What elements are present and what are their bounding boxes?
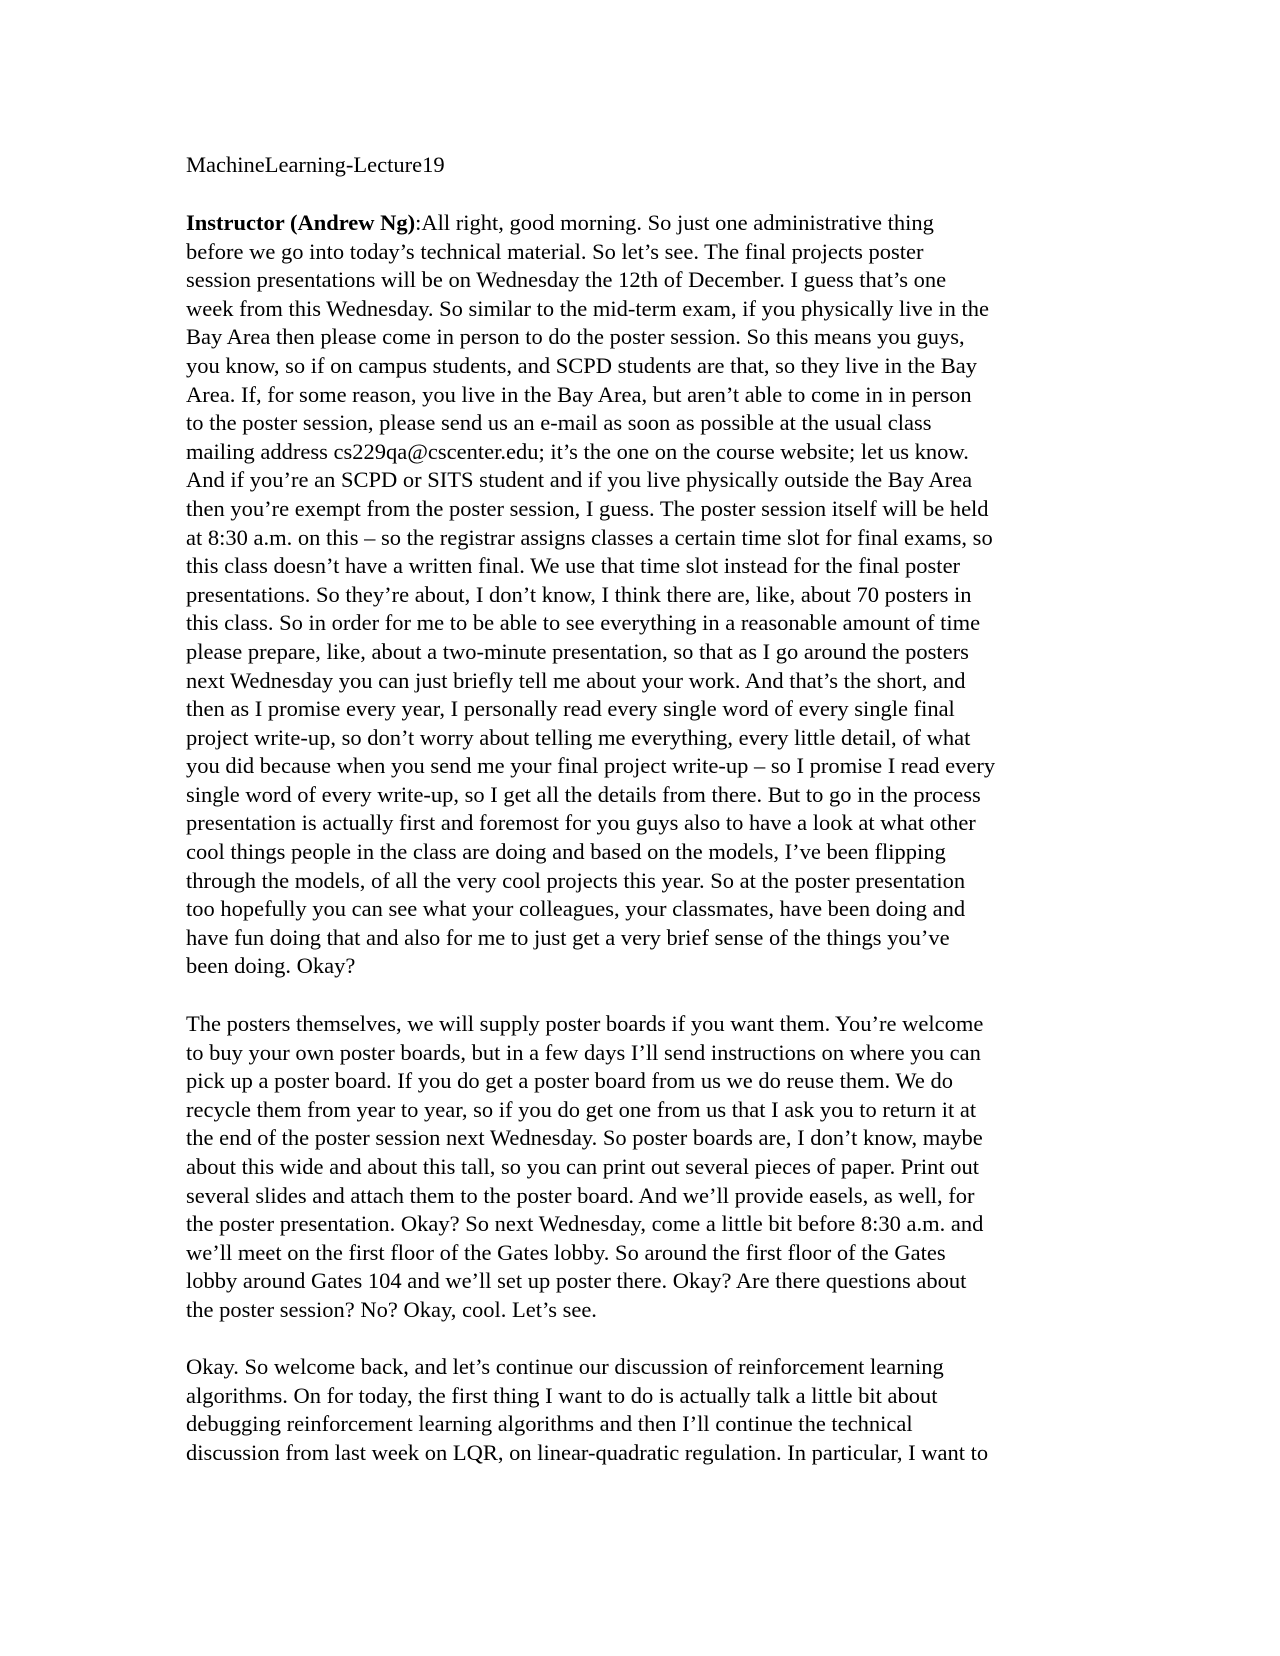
text-line: lobby around Gates 104 and we’ll set up poster there. Okay? Are there questions about bbox=[186, 1268, 967, 1294]
text-line: you know, so if on campus students, and SCPD students are that, so they live in the Bay bbox=[186, 352, 977, 378]
text-line: before we go into today’s technical material. So let’s see. The final projects poster bbox=[186, 238, 924, 264]
paragraph-3 bbox=[186, 1353, 1086, 1467]
text-line: please prepare, like, about a two-minute presentation, so that as I go around the posters bbox=[186, 638, 969, 664]
text-line: mailing address cs229qa@cscenter.edu; it’s the one on the course website; let us know. bbox=[186, 438, 969, 464]
text-line bbox=[186, 209, 1086, 238]
text-line: discussion from last week on LQR, on linear-quadratic regulation. In particular, I want to bbox=[186, 1439, 989, 1465]
text-line: several slides and attach them to the poster board. And we’ll provide easels, as well, for bbox=[186, 1182, 975, 1208]
text-line: to buy your own poster boards, but in a few days I’ll send instructions on where you can bbox=[186, 1039, 981, 1065]
text-line: week from this Wednesday. So similar to the mid-term exam, if you physically live in the bbox=[186, 295, 990, 321]
text-line: algorithms. On for today, the first thing I want to do is actually talk a little bit about bbox=[186, 1382, 938, 1408]
text-line: at 8:30 a.m. on this – so the registrar assigns classes a certain time slot for final exams, so bbox=[186, 524, 993, 550]
text-line: about this wide and about this tall, so you can print out several pieces of paper. Print out bbox=[186, 1153, 979, 1179]
text-line: pick up a poster board. If you do get a poster board from us we do reuse them. We do bbox=[186, 1068, 953, 1094]
text-line: then you’re exempt from the poster session, I guess. The poster session itself will be held bbox=[186, 495, 989, 521]
text-line: you did because when you send me your final project write-up – so I promise I read every bbox=[186, 753, 996, 779]
text-line: too hopefully you can see what your colleagues, your classmates, have been doing and bbox=[186, 896, 966, 922]
paragraph-1 bbox=[186, 209, 1086, 981]
text-line: debugging reinforcement learning algorithms and then I’ll continue the technical bbox=[186, 1411, 913, 1437]
text-line: cool things people in the class are doing and based on the models, I’ve been flipping bbox=[186, 839, 946, 865]
text-line: have fun doing that and also for me to just get a very brief sense of the things you’ve bbox=[186, 924, 950, 950]
text-line: Okay. So welcome back, and let’s continue our discussion of reinforcement learning bbox=[186, 1354, 944, 1379]
text-line: Bay Area then please come in person to do the poster session. So this means you guys, bbox=[186, 324, 965, 350]
text-line: the end of the poster session next Wednesday. So poster boards are, I don’t know, maybe bbox=[186, 1125, 983, 1151]
text-line: the poster presentation. Okay? So next Wednesday, come a little bit before 8:30 a.m. and bbox=[186, 1211, 984, 1237]
text-line: And if you’re an SCPD or SITS student and if you live physically outside the Bay Area bbox=[186, 467, 973, 493]
text-line: presentations. So they’re about, I don’t know, I think there are, like, about 70 posters in bbox=[186, 581, 972, 607]
text-line: we’ll meet on the first floor of the Gates lobby. So around the first floor of the Gates bbox=[186, 1239, 946, 1265]
text-line: to the poster session, please send us an e-mail as soon as possible at the usual class bbox=[186, 410, 932, 436]
text-line: been doing. Okay? bbox=[186, 953, 356, 979]
text-line-content: :All right, good morning. So just one administrative thing bbox=[415, 210, 934, 235]
text-line: Area. If, for some reason, you live in the Bay Area, but aren’t able to come in in person bbox=[186, 381, 972, 407]
text-line: single word of every write-up, so I get all the details from there. But to go in the process bbox=[186, 781, 981, 807]
text-line: project write-up, so don’t worry about telling me everything, every little detail, of what bbox=[186, 724, 971, 750]
text-line: then as I promise every year, I personally read every single word of every single final bbox=[186, 696, 955, 722]
speaker-label: Instructor (Andrew Ng) bbox=[186, 210, 416, 235]
text-line: the poster session? No? Okay, cool. Let’s see. bbox=[186, 1296, 597, 1322]
text-line: The posters themselves, we will supply poster boards if you want them. You’re welcome bbox=[186, 1011, 984, 1036]
text-line: this class doesn’t have a written final. We use that time slot instead for the final poster bbox=[186, 553, 961, 579]
text-line: session presentations will be on Wednesday the 12th of December. I guess that’s one bbox=[186, 267, 947, 293]
text-line: recycle them from year to year, so if you do get one from us that I ask you to return it at bbox=[186, 1096, 977, 1122]
paragraph-2 bbox=[186, 1010, 1086, 1325]
text-line: next Wednesday you can just briefly tell me about your work. And that’s the short, and bbox=[186, 667, 966, 693]
text-line: this class. So in order for me to be able to see everything in a reasonable amount of time bbox=[186, 610, 981, 636]
document-title: MachineLearning-Lecture19 bbox=[186, 152, 445, 177]
text-line: presentation is actually first and foremost for you guys also to have a look at what other bbox=[186, 810, 976, 836]
text-line: through the models, of all the very cool projects this year. So at the poster presentation bbox=[186, 867, 966, 893]
